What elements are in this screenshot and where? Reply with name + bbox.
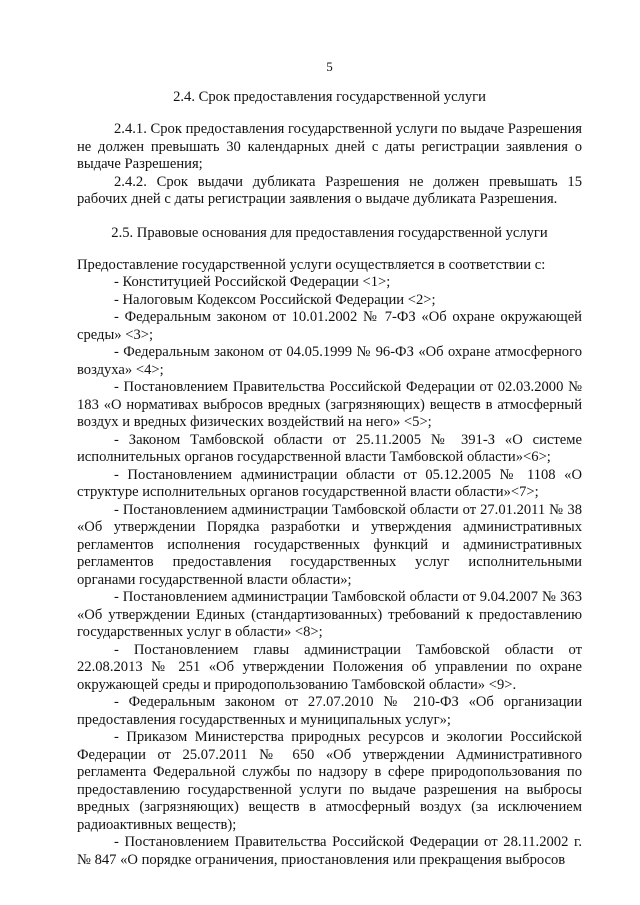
list-item: - Федеральным законом от 27.07.2010 № 210-ФЗ «Об организации предоставления государственных и муниципальных услуг»;	[77, 694, 582, 728]
list-item: - Налоговым Кодексом Российской Федерации <2>;	[114, 291, 436, 308]
list-item: - Постановлением Правительства Российской Федерации от 28.11.2002 г. № 847 «О порядке ограничения, приостановления или прекращения выбросов	[77, 834, 582, 868]
list-item: - Федеральным законом от 04.05.1999 № 96-ФЗ «Об охране атмосферного воздуха» <4>;	[77, 344, 582, 378]
section-2-5-body	[77, 257, 582, 870]
list-item: - Постановлением Правительства Российской Федерации от 02.03.2000 № 183 «О нормативах выбросов вредных (загрязняющих) веществ в атмосферный воздух и вредных физических воздействий на него» <5>;	[77, 379, 582, 430]
paragraph-2-4-1: 2.4.1. Срок предоставления государственной услуги по выдаче Разрешения не должен превышать 30 календарных дней с даты регистрации заявления о выдаче Разрешения;	[77, 121, 582, 172]
list-item: - Постановлением администрации Тамбовской области от 9.04.2007 № 363 «Об утверждении Единых (стандартизованных) требований к предоставлению государственных услуг в области» <8>;	[77, 589, 582, 640]
list-item: - Постановлением администрации области от 05.12.2005 № 1108 «О структуре исполнительных органов государственной власти области»<7>;	[77, 466, 582, 500]
section-2-5-heading: 2.5. Правовые основания для предоставления государственной услуги	[111, 224, 548, 241]
list-item: - Законом Тамбовской области от 25.11.2005 № 391-З «О системе исполнительных органов государственной власти Тамбовской области»<6>;	[77, 431, 582, 465]
paragraph-2-4-2: 2.4.2. Срок выдачи дубликата Разрешения не должен превышать 15 рабочих дней с даты регистрации заявления о выдаче дубликата Разрешения.	[77, 173, 582, 207]
section-2-5-intro: Предоставление государственной услуги осуществляется в соответствии с:	[77, 256, 546, 273]
section-2-4-heading: 2.4. Срок предоставления государственной услуги	[173, 89, 486, 105]
list-item: - Постановлением главы администрации Тамбовской области от 22.08.2013 № 251 «Об утверждении Положения об управлении по охране окружающей среды и природопользованию Тамбовской области» <9>.	[77, 641, 582, 693]
section-2-4-body	[77, 121, 582, 209]
list-item: - Конституцией Российской Федерации <1>;	[114, 274, 391, 290]
list-item: - Приказом Министерства природных ресурсов и экологии Российской Федерации от 25.07.2011 № 650 «Об утверждении Административного регламента Федеральной службы по надзору в сфере природопользования по предоставлению государственной услуги по выдаче разрешения на выбросы вредных (загрязняющих) веществ в атмосферный воздух (за исключением радиоактивных веществ);	[77, 729, 582, 833]
page-number: 5	[326, 59, 333, 74]
list-item: - Федеральным законом от 10.01.2002 № 7-ФЗ «Об охране окружающей среды» <3>;	[77, 309, 582, 343]
list-item: - Постановлением администрации Тамбовской области от 27.01.2011 № 38 «Об утверждении Порядка разработки и утверждения административных регламентов исполнения государственных функций и административных регламентов предоставления государственных услуг исполнительными органами государственной власти области»;	[77, 501, 582, 588]
